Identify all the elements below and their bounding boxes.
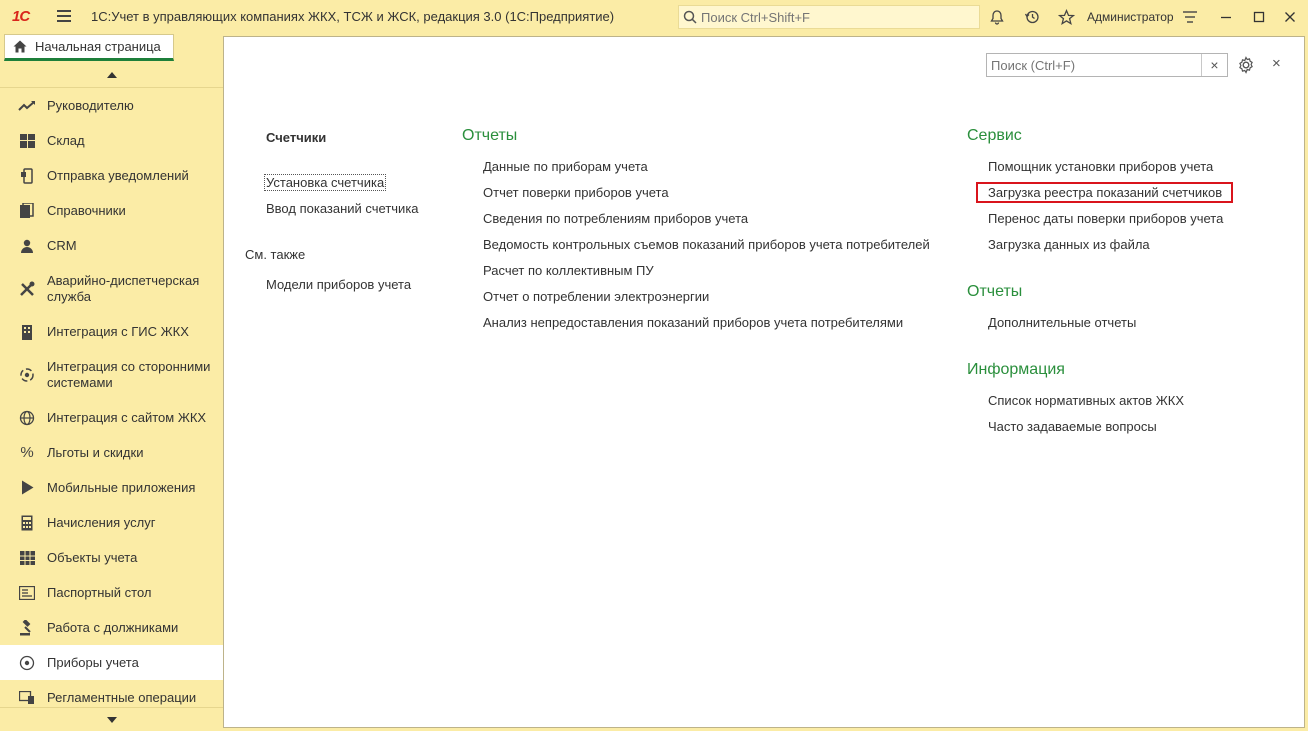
service-heading: Сервис <box>967 127 1022 144</box>
globe-icon <box>18 409 36 427</box>
panel-search-field[interactable] <box>986 53 1228 77</box>
home-icon <box>13 40 27 53</box>
reports2-heading: Отчеты <box>967 283 1023 300</box>
sidebar-item-warehouse[interactable]: Склад <box>0 123 223 158</box>
close-panel-button[interactable]: × <box>1272 55 1281 72</box>
grid-icon <box>18 549 36 567</box>
link-install-meter[interactable]: Установка счетчика <box>266 175 385 190</box>
app-logo: 1С <box>12 8 30 25</box>
triangle-down-icon <box>107 717 117 723</box>
integration-icon <box>18 366 36 384</box>
link-report-verification[interactable]: Отчет поверки приборов учета <box>483 185 669 200</box>
search-icon <box>683 10 697 24</box>
reports-heading: Отчеты <box>462 127 518 144</box>
link-load-from-file[interactable]: Загрузка данных из файла <box>988 237 1150 252</box>
books-icon <box>18 202 36 220</box>
link-faq[interactable]: Часто задаваемые вопросы <box>988 419 1157 434</box>
warehouse-icon <box>18 132 36 150</box>
sidebar-item-operations[interactable]: Регламентные операции <box>0 680 223 715</box>
tab-home-label: Начальная страница <box>35 39 161 54</box>
sidebar-item-charges[interactable]: Начисления услуг <box>0 505 223 540</box>
trend-icon <box>18 97 36 115</box>
star-icon[interactable] <box>1056 7 1076 27</box>
sidebar-item-objects[interactable]: Объекты учета <box>0 540 223 575</box>
meter-icon <box>18 654 36 672</box>
link-enter-readings[interactable]: Ввод показаний счетчика <box>266 201 419 216</box>
sidebar-item-meters[interactable]: Приборы учета <box>0 645 223 680</box>
sidebar-item-site[interactable]: Интеграция с сайтом ЖКХ <box>0 400 223 435</box>
link-report-missing-readings[interactable]: Анализ непредоставления показаний приборов учета потребителями <box>483 315 904 330</box>
link-transfer-verification-date[interactable]: Перенос даты поверки приборов учета <box>988 211 1224 226</box>
tools-icon <box>18 280 36 298</box>
info-heading: Информация <box>967 361 1065 378</box>
building-icon <box>18 323 36 341</box>
panel-search-input[interactable] <box>987 58 1201 73</box>
gear-icon[interactable] <box>1237 56 1255 77</box>
link-report-meter-data[interactable]: Данные по приборам учета <box>483 159 648 174</box>
crm-icon <box>18 237 36 255</box>
maximize-icon[interactable] <box>1249 7 1269 27</box>
link-load-readings-registry[interactable]: Загрузка реестра показаний счетчиков <box>988 185 1223 200</box>
sidebar-item-emergency[interactable]: Аварийно-диспетчерская служба <box>0 263 223 314</box>
minimize-icon[interactable] <box>1216 7 1236 27</box>
global-search-input[interactable] <box>701 10 971 25</box>
title-bar <box>0 0 1308 34</box>
link-install-wizard[interactable]: Помощник установки приборов учета <box>988 159 1214 174</box>
sidebar-item-manager[interactable]: Руководителю <box>0 88 223 123</box>
meters-heading: Счетчики <box>266 130 327 145</box>
menu-icon[interactable] <box>57 10 71 22</box>
see-also-label: См. также <box>245 247 306 262</box>
sidebar-item-notifications[interactable]: Отправка уведомлений <box>0 158 223 193</box>
link-meter-models[interactable]: Модели приборов учета <box>266 277 412 292</box>
scroll-down-button[interactable] <box>0 707 223 731</box>
triangle-up-icon <box>107 72 117 78</box>
operations-icon <box>18 689 36 707</box>
sidebar-item-mobile[interactable]: Мобильные приложения <box>0 470 223 505</box>
window-title: 1С:Учет в управляющих компаниях ЖКХ, ТСЖ и ЖСК, редакция 3.0 (1С:Предприятие) <box>91 9 615 24</box>
close-window-icon[interactable] <box>1280 7 1300 27</box>
link-report-collective[interactable]: Расчет по коллективным ПУ <box>483 263 654 278</box>
sidebar-item-crm[interactable]: CRM <box>0 228 223 263</box>
bell-icon[interactable] <box>987 7 1007 27</box>
sidebar-item-discounts[interactable]: % Льготы и скидки <box>0 435 223 470</box>
play-icon <box>18 479 36 497</box>
link-additional-reports[interactable]: Дополнительные отчеты <box>988 315 1137 330</box>
sidebar-item-debtors[interactable]: Работа с должниками <box>0 610 223 645</box>
gavel-icon <box>18 619 36 637</box>
global-search-field[interactable] <box>678 5 980 29</box>
phone-icon <box>18 167 36 185</box>
link-report-consumption[interactable]: Сведения по потреблениям приборов учета <box>483 211 749 226</box>
clear-search-button[interactable]: × <box>1201 54 1227 76</box>
sections-sidebar <box>0 62 223 731</box>
tab-home[interactable] <box>4 34 174 61</box>
link-report-control-readings[interactable]: Ведомость контрольных съемов показаний приборов учета потребителей <box>483 237 930 252</box>
settings-menu-icon[interactable] <box>1180 7 1200 27</box>
scroll-up-button[interactable] <box>0 62 223 88</box>
passport-icon <box>18 584 36 602</box>
sidebar-item-integration-systems[interactable]: Интеграция со сторонними системами <box>0 349 223 400</box>
section-panel <box>223 36 1305 728</box>
link-regulations[interactable]: Список нормативных актов ЖКХ <box>988 393 1185 408</box>
link-report-electricity[interactable]: Отчет о потреблении электроэнергии <box>483 289 710 304</box>
sidebar-item-catalogs[interactable]: Справочники <box>0 193 223 228</box>
sidebar-item-gis[interactable]: Интеграция с ГИС ЖКХ <box>0 314 223 349</box>
history-icon[interactable] <box>1022 7 1042 27</box>
percent-icon: % <box>20 444 34 461</box>
calculator-icon <box>18 514 36 532</box>
sidebar-item-passport[interactable]: Паспортный стол <box>0 575 223 610</box>
user-name[interactable]: Администратор <box>1087 10 1174 24</box>
